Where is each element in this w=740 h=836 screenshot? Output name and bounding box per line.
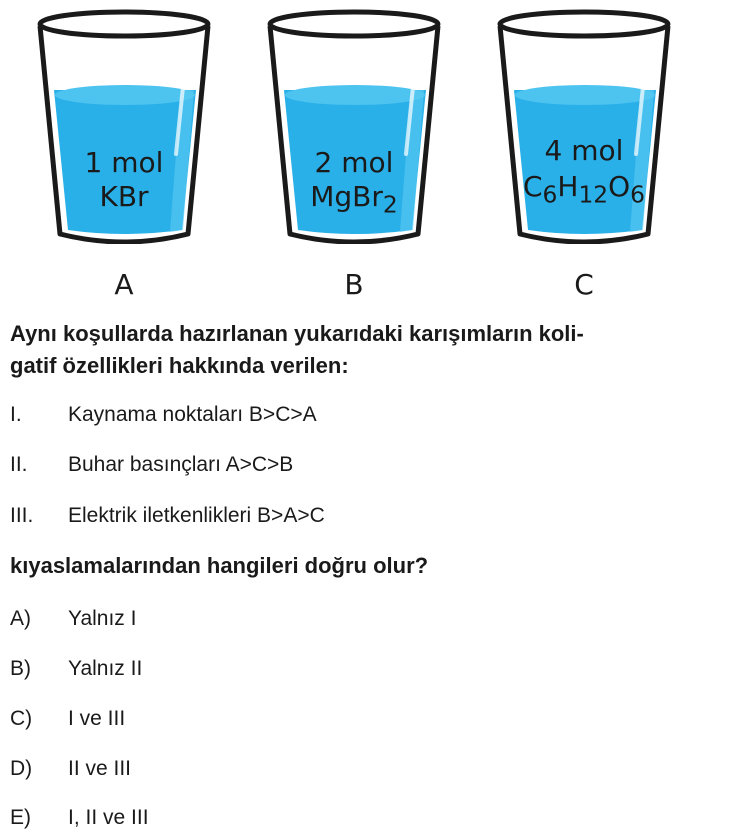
beaker-c-formula: $C_6H_{12}O_6$: [522, 170, 646, 209]
option-b[interactable]: [10, 657, 142, 681]
liquid-surface: [515, 85, 655, 105]
beaker-label-c: C: [574, 268, 594, 301]
statement-2: [10, 453, 293, 477]
option-text: I ve III: [68, 707, 126, 730]
beaker-label-b: B: [344, 268, 364, 301]
statement-number: I.: [10, 403, 22, 426]
option-text: I, II ve III: [68, 806, 149, 829]
beaker-c-amount: 4 mol: [544, 134, 624, 167]
option-text: Yalnız II: [68, 657, 143, 680]
option-text: Yalnız I: [68, 607, 137, 630]
option-text: II ve III: [68, 757, 132, 780]
option-e[interactable]: [10, 806, 149, 830]
option-a[interactable]: [10, 607, 136, 631]
statement-3: [10, 504, 325, 528]
beaker-a-amount: 1 mol: [84, 146, 164, 179]
question-line-1: Aynı koşullarda hazırlanan yukarıdaki karışımların koli-: [10, 321, 584, 346]
statement-1: [10, 403, 317, 427]
option-letter: B): [10, 657, 31, 680]
question-line-2: gatif özellikleri hakkında verilen:: [10, 353, 349, 378]
beaker-label-a: A: [114, 268, 134, 301]
statement-text: Buhar basınçları A>C>B: [68, 453, 294, 476]
option-letter: D): [10, 757, 33, 780]
beaker-figure: [0, 0, 740, 310]
statement-number: II.: [10, 453, 28, 476]
option-letter: A): [10, 607, 31, 630]
question-prompt: kıyaslamalarından hangileri doğru olur?: [10, 553, 429, 578]
option-d[interactable]: [10, 757, 131, 781]
option-c[interactable]: [10, 707, 125, 731]
option-letter: C): [10, 707, 33, 730]
liquid-surface: [285, 85, 425, 105]
statement-text: Elektrik iletkenlikleri B>A>C: [68, 504, 325, 527]
statement-text: Kaynama noktaları B>C>A: [68, 403, 317, 426]
liquid-surface: [55, 85, 195, 105]
beaker-b-formula: MgBr$_2$: [310, 180, 398, 219]
statement-number: III.: [10, 504, 34, 527]
beaker-a-formula: KBr: [99, 180, 149, 213]
beaker-b-amount: 2 mol: [314, 146, 394, 179]
option-letter: E): [10, 806, 31, 829]
